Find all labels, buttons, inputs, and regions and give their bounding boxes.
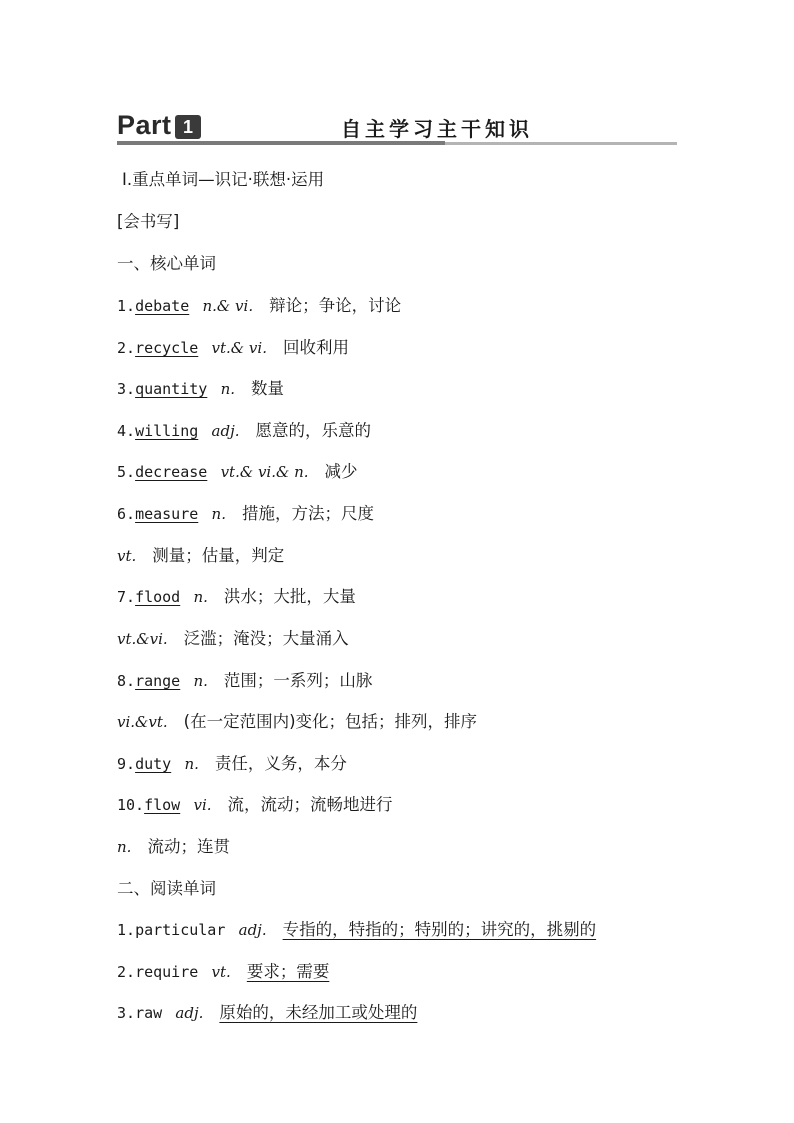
entry-word: flood xyxy=(135,588,181,606)
entry-word: require xyxy=(135,963,199,981)
header-rule-dark xyxy=(117,141,445,145)
entry-pos: n. xyxy=(220,380,235,398)
entry-pos: vt.& vi. xyxy=(211,339,267,357)
entry-word: recycle xyxy=(135,339,199,357)
core-words-heading: 一、核心单词 xyxy=(117,254,216,273)
entry-number: 2. xyxy=(117,963,136,981)
entry-word: particular xyxy=(135,921,226,939)
entry-number: 3. xyxy=(117,1004,136,1022)
core-word-sense xyxy=(117,711,477,733)
entry-number: 10. xyxy=(117,796,145,814)
entry-number: 6. xyxy=(117,505,136,523)
entry-pos: n. xyxy=(184,755,199,773)
entry-word: flow xyxy=(144,796,181,814)
entry-meaning: 范围；一系列；山脉 xyxy=(223,671,373,690)
entry-meaning: 责任，义务，本分 xyxy=(214,754,347,773)
entry-meaning: 减少 xyxy=(324,462,358,481)
core-word-sense xyxy=(117,545,284,567)
entry-number: 9. xyxy=(117,755,136,773)
entry-pos: adj. xyxy=(211,422,240,440)
entry-meaning: 愿意的，乐意的 xyxy=(255,421,371,440)
entry-word: debate xyxy=(135,297,190,315)
entry-meaning: 要求；需要 xyxy=(246,962,330,981)
entry-pos: vt.& vi.& n. xyxy=(220,463,309,481)
entry-number: 3. xyxy=(117,380,136,398)
entry-meaning: 辩论；争论，讨论 xyxy=(269,296,402,315)
entry-pos: vt.&vi. xyxy=(117,630,168,648)
entry-meaning: 专指的，特指的；特别的；讲究的，挑剔的 xyxy=(282,920,597,939)
entry-meaning: (在一定范围内)变化；包括；排列，排序 xyxy=(183,712,478,731)
core-word-entry xyxy=(117,586,356,608)
subheading: [会书写] xyxy=(117,212,180,231)
entry-pos: n.& vi. xyxy=(202,297,254,315)
core-word-entry xyxy=(117,420,371,442)
entry-number: 1. xyxy=(117,297,136,315)
entry-word: range xyxy=(135,672,181,690)
entry-number: 4. xyxy=(117,422,136,440)
entry-word: raw xyxy=(135,1004,163,1022)
reading-word-entry xyxy=(117,919,596,941)
entry-word: measure xyxy=(135,505,199,523)
core-word-entry xyxy=(117,794,393,816)
entry-pos: n. xyxy=(193,588,208,606)
entry-meaning: 流，流动；流畅地进行 xyxy=(227,795,393,814)
entry-meaning: 措施，方法；尺度 xyxy=(241,504,374,523)
entry-pos: vt. xyxy=(211,963,231,981)
part-header xyxy=(117,110,677,146)
entry-number: 8. xyxy=(117,672,136,690)
core-word-entry xyxy=(117,503,374,525)
entry-meaning: 测量；估量，判定 xyxy=(152,546,285,565)
core-word-entry xyxy=(117,461,358,483)
entry-pos: n. xyxy=(193,672,208,690)
core-word-entry xyxy=(117,295,401,317)
entry-word: duty xyxy=(135,755,172,773)
core-word-entry xyxy=(117,378,284,400)
core-word-sense xyxy=(117,836,230,858)
entry-pos: n. xyxy=(117,838,132,856)
entry-number: 1. xyxy=(117,921,136,939)
reading-word-entry xyxy=(117,1002,417,1024)
entry-number: 5. xyxy=(117,463,136,481)
entry-meaning: 流动；连贯 xyxy=(147,837,230,856)
entry-meaning: 原始的，未经加工或处理的 xyxy=(219,1003,418,1022)
part-label: Part xyxy=(117,110,172,140)
entry-pos: vt. xyxy=(117,547,137,565)
entry-word: willing xyxy=(135,422,199,440)
core-word-entry xyxy=(117,670,372,692)
entry-number: 2. xyxy=(117,339,136,357)
entry-meaning: 泛滥；淹没；大量涌入 xyxy=(183,629,349,648)
part-number-badge: 1 xyxy=(175,115,201,139)
entry-meaning: 回收利用 xyxy=(282,338,349,357)
entry-meaning: 数量 xyxy=(251,379,284,398)
entry-word: decrease xyxy=(135,463,208,481)
part-title: 自主学习主干知识 xyxy=(341,117,533,141)
entry-pos: adj. xyxy=(238,921,267,939)
header-rule-light xyxy=(445,142,677,145)
core-word-entry xyxy=(117,753,347,775)
entry-word: quantity xyxy=(135,380,208,398)
entry-pos: vi. xyxy=(193,796,212,814)
reading-words-heading: 二、阅读单词 xyxy=(117,879,216,898)
core-word-entry xyxy=(117,337,349,359)
entry-number: 7. xyxy=(117,588,136,606)
entry-meaning: 洪水；大批，大量 xyxy=(223,587,356,606)
section-heading: Ⅰ.重点单词—识记·联想·运用 xyxy=(122,170,325,189)
core-word-sense xyxy=(117,628,349,650)
entry-pos: vi.&vt. xyxy=(117,713,168,731)
entry-pos: adj. xyxy=(175,1004,204,1022)
entry-pos: n. xyxy=(211,505,226,523)
reading-word-entry xyxy=(117,961,329,983)
